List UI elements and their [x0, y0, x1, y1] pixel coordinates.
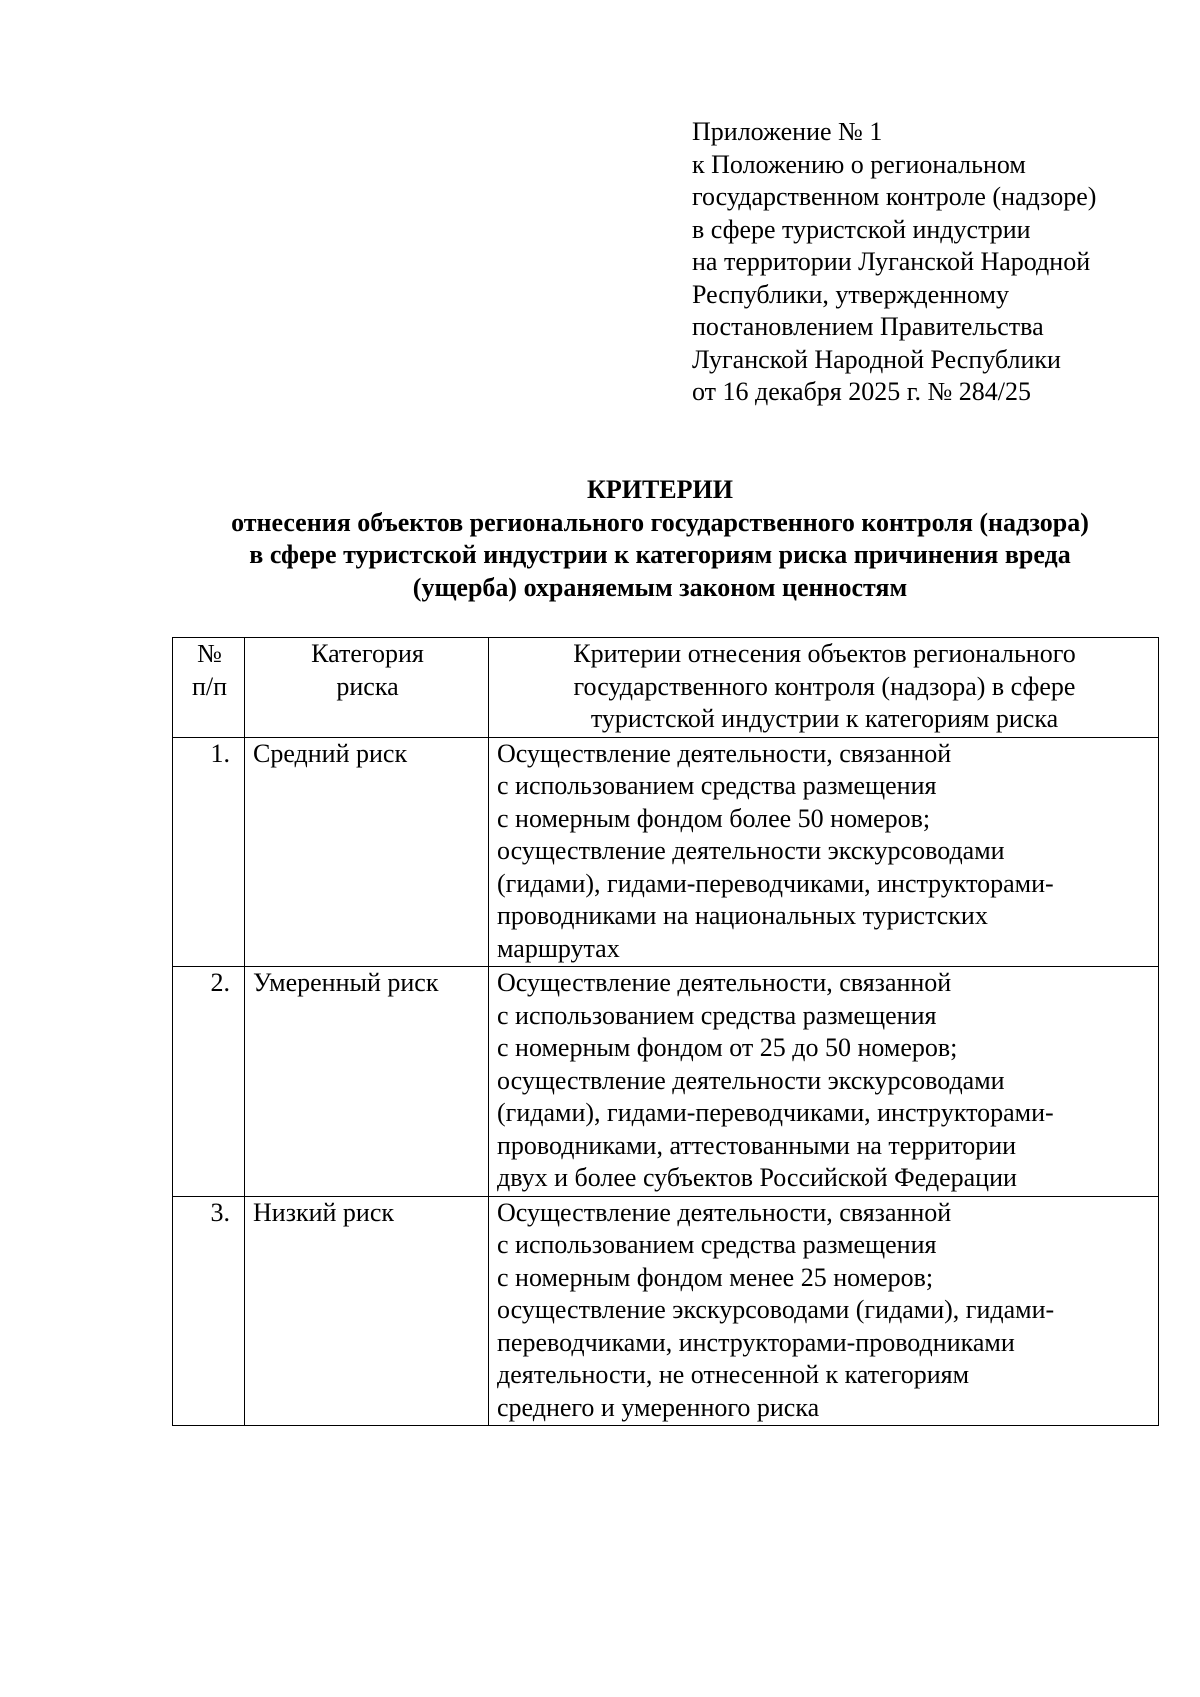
- appendix-line: государственном контроле (надзоре): [692, 182, 1097, 211]
- criteria-line: с использованием средства размещения: [497, 1000, 937, 1030]
- criteria-line: с использованием средства размещения: [497, 771, 937, 800]
- header-num-line: №: [197, 639, 222, 668]
- header-criteria-line: Критерии отнесения объектов регионального: [573, 639, 1076, 668]
- header-num: [173, 638, 245, 738]
- appendix-line: Республики, утвержденному: [692, 279, 1009, 309]
- criteria-line: проводниками на национальных туристских: [497, 901, 988, 930]
- risk-category: Средний риск: [245, 737, 489, 967]
- criteria-line: проводниками, аттестованными на территории: [497, 1130, 1017, 1160]
- criteria-line: маршрутах: [497, 933, 620, 963]
- criteria-line: осуществление деятельности экскурсоводами: [497, 1065, 1005, 1095]
- criteria-line: (гидами), гидами-переводчиками, инструкторами-: [497, 1098, 1054, 1127]
- document-title: КРИТЕРИИ: [587, 475, 733, 504]
- criteria-line: с номерным фондом от 25 до 50 номеров;: [497, 1033, 958, 1062]
- criteria-line: Осуществление деятельности, связанной: [497, 1197, 952, 1227]
- criteria-line: осуществление деятельности экскурсоводами: [497, 836, 1005, 865]
- criteria-line: Осуществление деятельности, связанной: [497, 738, 952, 768]
- table-row: [173, 737, 1159, 967]
- document-subtitle-line: (ущерба) охраняемым законом ценностям: [412, 572, 908, 602]
- criteria-line: Осуществление деятельности, связанной: [497, 968, 952, 997]
- appendix-line: Луганской Народной Республики: [692, 344, 1061, 374]
- row-number: 2.: [173, 967, 245, 1197]
- header-category-line: Категория: [311, 639, 424, 668]
- header-num-line: п/п: [191, 671, 228, 701]
- header-criteria-line: туристской индустрии к категориям риска: [590, 704, 1059, 733]
- appendix-line: к Положению о региональном: [692, 149, 1026, 179]
- appendix-line: в сфере туристской индустрии: [692, 214, 1031, 244]
- risk-category: Низкий риск: [245, 1196, 489, 1426]
- header-category: [245, 638, 489, 738]
- criteria-table: [172, 637, 1159, 1426]
- table-row: [173, 1196, 1159, 1426]
- table-header-row: [173, 638, 1159, 738]
- row-number: 3.: [173, 1196, 245, 1426]
- criteria-line: с использованием средства размещения: [497, 1230, 937, 1259]
- header-category-line: риска: [336, 671, 399, 701]
- appendix-note: [692, 116, 1172, 409]
- appendix-line: Приложение № 1: [692, 117, 883, 146]
- document-heading: [160, 474, 1160, 604]
- table-row: [173, 967, 1159, 1197]
- risk-criteria: [489, 967, 1159, 1197]
- appendix-line: постановлением Правительства: [692, 312, 1044, 341]
- criteria-line: с номерным фондом более 50 номеров;: [497, 803, 931, 833]
- header-criteria-line: государственного контроля (надзора) в сфере: [573, 671, 1076, 701]
- risk-criteria: [489, 1196, 1159, 1426]
- criteria-line: (гидами), гидами-переводчиками, инструкторами-: [497, 868, 1054, 898]
- appendix-line: на территории Луганской Народной: [692, 247, 1091, 276]
- risk-category: Умеренный риск: [245, 967, 489, 1197]
- document-subtitle-line: отнесения объектов регионального государственного контроля (надзора): [231, 507, 1089, 537]
- risk-criteria: [489, 737, 1159, 967]
- criteria-line: переводчиками, инструкторами-проводниками: [497, 1327, 1015, 1357]
- header-criteria: [489, 638, 1159, 738]
- row-number: 1.: [173, 737, 245, 967]
- document-subtitle-line: в сфере туристской индустрии к категориям риска причинения вреда: [249, 540, 1071, 569]
- criteria-line: деятельности, не отнесенной к категориям: [497, 1360, 970, 1389]
- criteria-line: среднего и умеренного риска: [497, 1392, 820, 1422]
- criteria-line: двух и более субъектов Российской Федерации: [497, 1163, 1017, 1192]
- criteria-line: осуществление экскурсоводами (гидами), гидами-: [497, 1295, 1055, 1324]
- appendix-line: от 16 декабря 2025 г. № 284/25: [692, 377, 1032, 406]
- criteria-line: с номерным фондом менее 25 номеров;: [497, 1262, 934, 1292]
